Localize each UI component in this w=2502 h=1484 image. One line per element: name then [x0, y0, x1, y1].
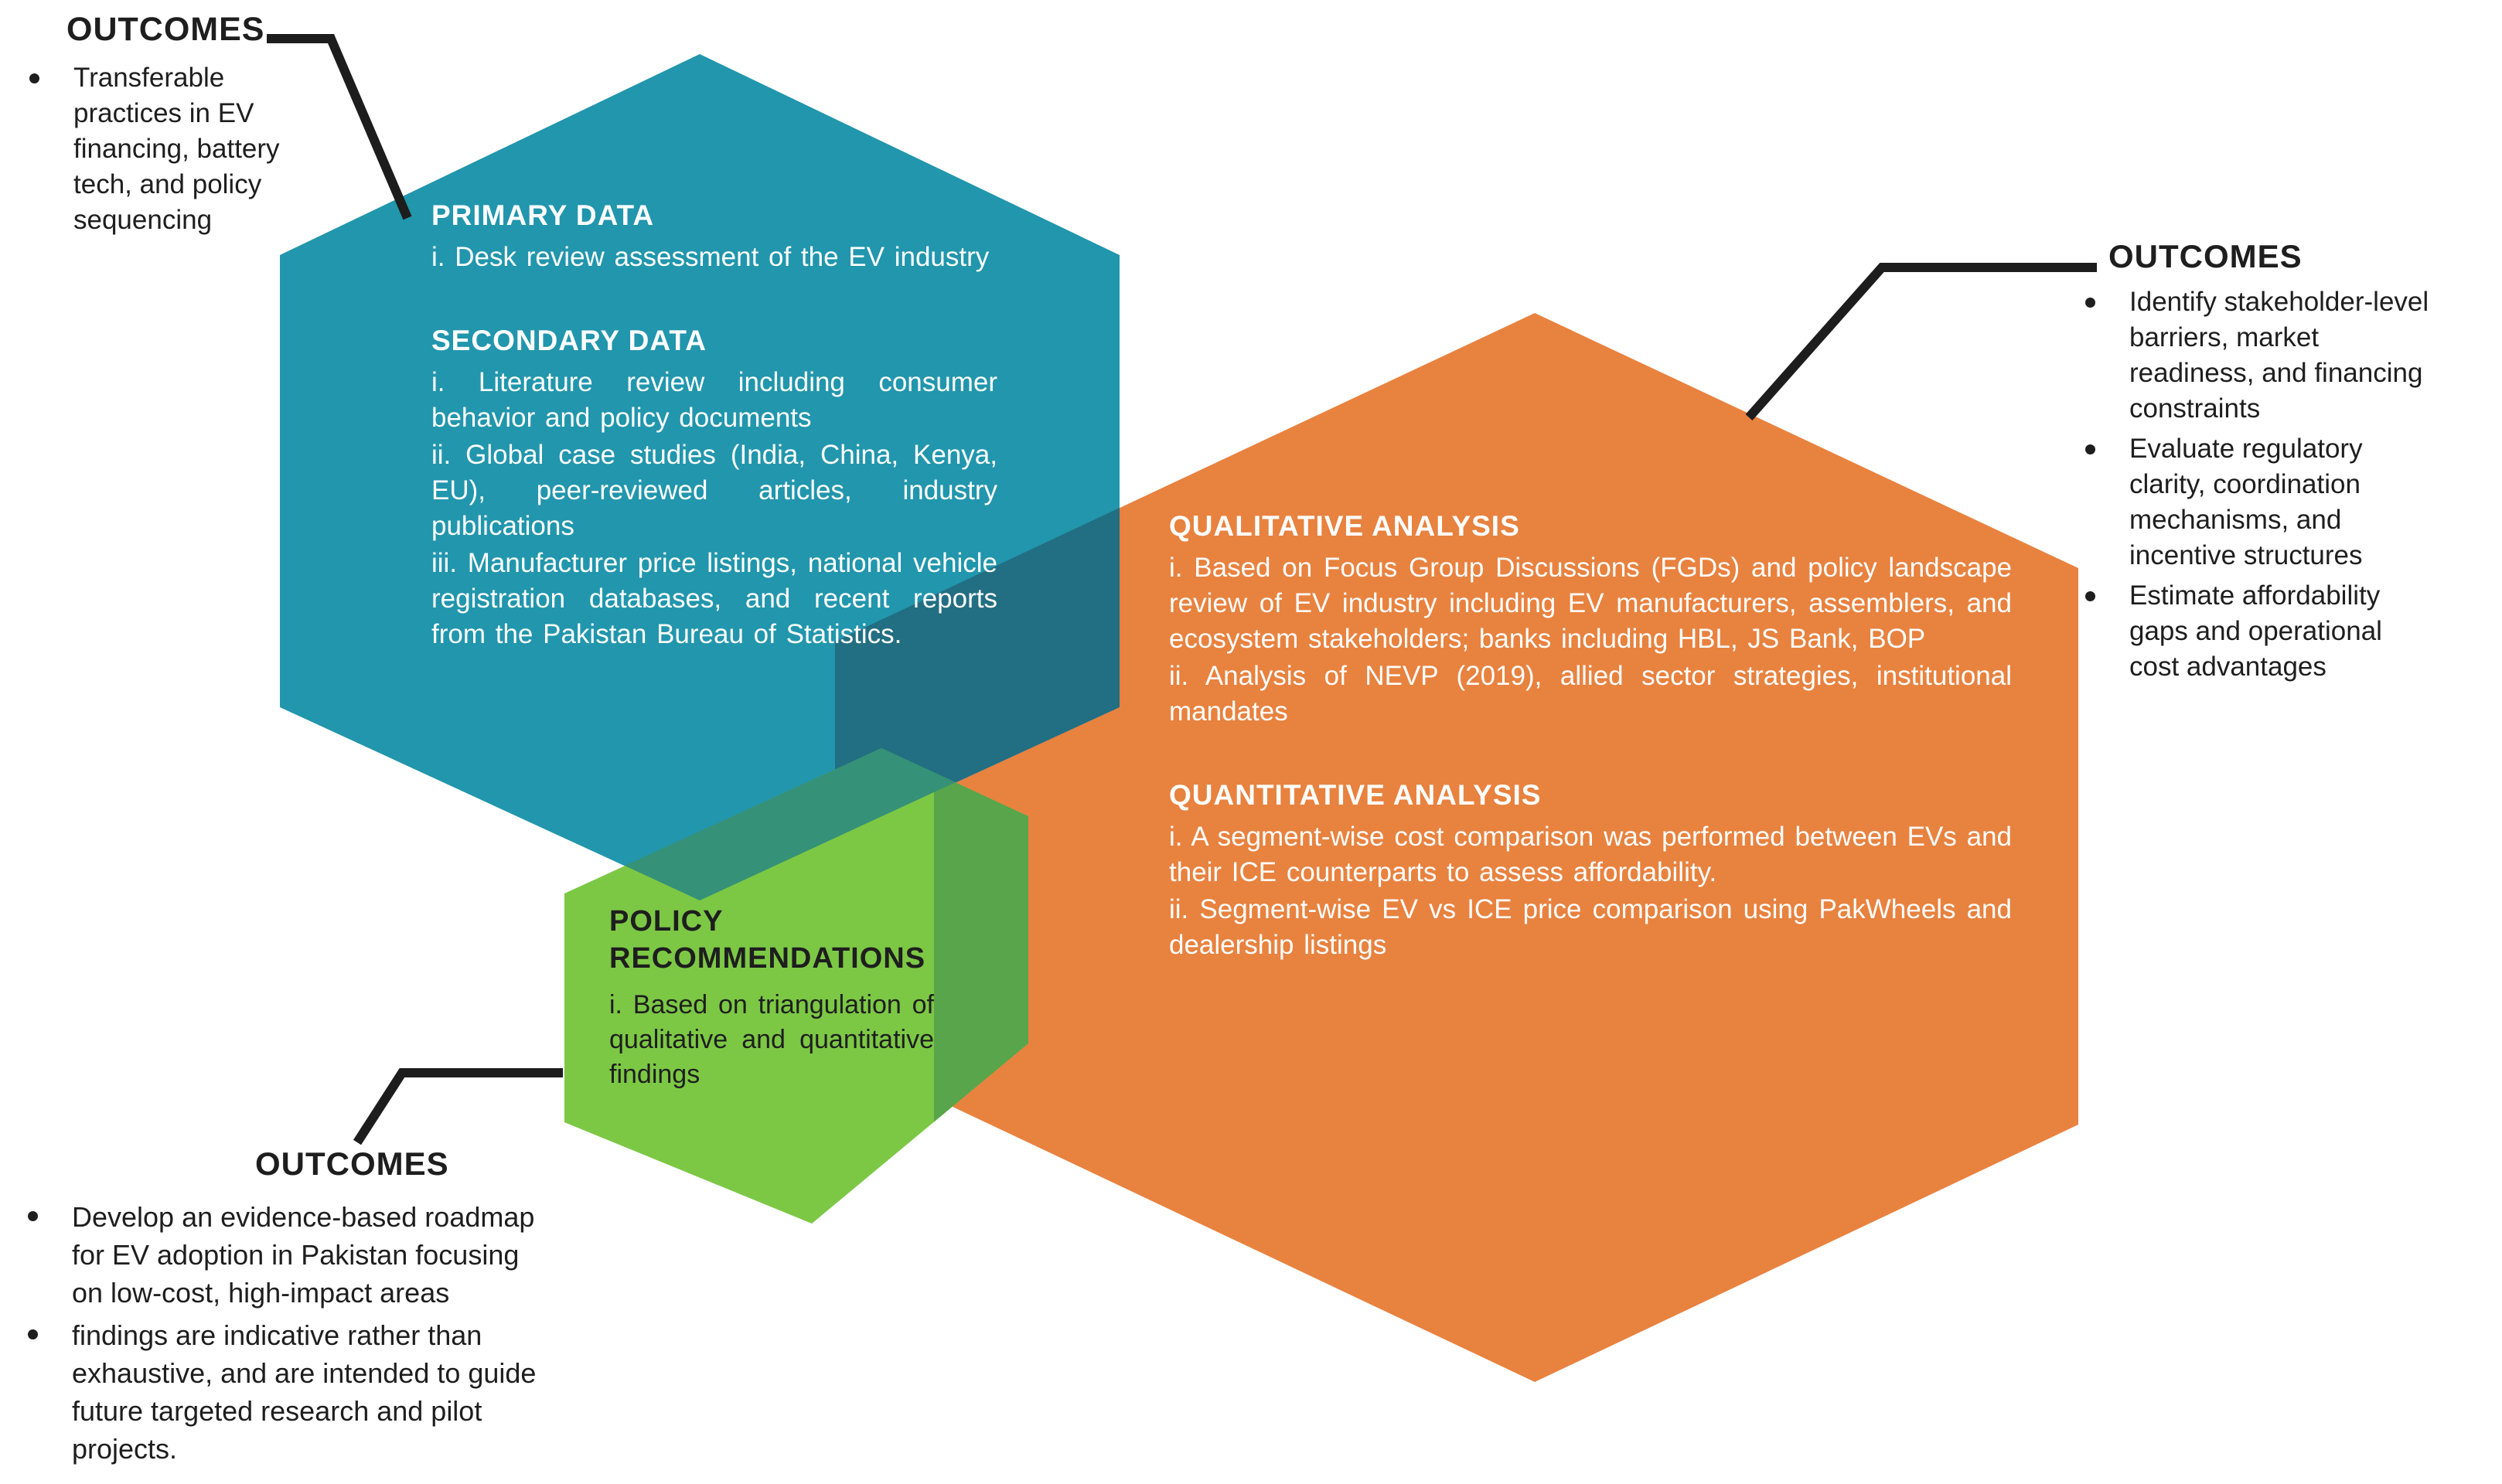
outcomes-right-title: OUTCOMES	[2108, 238, 2303, 274]
bullet-dot	[28, 1211, 38, 1221]
outcomes-right-list	[2085, 284, 2472, 685]
qualitative-item: ii. Analysis of NEVP (2019), allied sector strategies, institutional mandates	[1169, 661, 2012, 727]
primary-data-title: PRIMARY DATA	[431, 199, 655, 231]
list-item	[2085, 284, 2472, 427]
primary-data-item: i. Desk review assessment of the EV industry	[431, 242, 990, 272]
callout-line-right	[1749, 267, 2097, 417]
secondary-data-item: i. Literature review including consumer behavior and policy documents	[431, 367, 997, 433]
quantitative-title: QUANTITATIVE ANALYSIS	[1169, 779, 1542, 811]
orange-text-block	[1169, 510, 2012, 965]
outcomes-bottom-left-title: OUTCOMES	[255, 1145, 449, 1182]
secondary-data-item: ii. Global case studies (India, China, Kenya, EU), peer-reviewed articles, industry publications	[431, 440, 997, 541]
bullet-text: Estimate affordability gaps and operational cost advantages	[2129, 580, 2382, 682]
bullet-dot	[2085, 591, 2095, 601]
quantitative-section	[1169, 779, 2012, 963]
bullet-dot	[2085, 298, 2095, 308]
qualitative-item: i. Based on Focus Group Discussions (FGDs) and policy landscape review of EV industry including EV manufacturers, assemblers, and ecosystem stakeholders; banks including HBL, JS Bank, BOP	[1169, 553, 2012, 654]
bullet-text: Transferable practices in EV financing, battery tech, and policy sequencing	[73, 63, 280, 235]
secondary-data-item: iii. Manufacturer price listings, national vehicle registration databases, and recent reports from the Pakistan Bureau of Statistics.	[431, 548, 997, 649]
bullet-dot	[2085, 444, 2095, 454]
list-item	[2085, 578, 2472, 685]
policy-recommendations-title: POLICY RECOMMENDATIONS	[609, 905, 926, 975]
qualitative-title: QUALITATIVE ANALYSIS	[1169, 510, 1520, 542]
bullet-text: Evaluate regulatory clarity, coordination mechanisms, and incentive structures	[2129, 434, 2363, 570]
list-item	[2085, 431, 2472, 574]
outcomes-top-left-list	[29, 60, 323, 238]
policy-recommendations-item: i. Based on triangulation of qualitative and quantitative findings	[609, 990, 934, 1089]
secondary-data-section	[431, 325, 997, 652]
outcomes-bottom-left-title-block	[255, 1145, 449, 1183]
bullet-text: Identify stakeholder-level barriers, market readiness, and financing constraints	[2129, 287, 2429, 424]
bullet-text: findings are indicative rather than exhaustive, and are intended to guide future targeted research and pilot projects.	[72, 1319, 537, 1465]
outcomes-bottom-left-list	[28, 1198, 585, 1468]
teal-text-block	[431, 199, 997, 654]
list-item	[28, 1198, 585, 1312]
primary-data-section	[431, 199, 997, 275]
green-text-block	[609, 903, 934, 1094]
list-item	[29, 60, 323, 238]
list-item	[28, 1316, 585, 1468]
quantitative-item: i. A segment-wise cost comparison was performed between EVs and their ICE counterparts to assess affordability.	[1169, 822, 2012, 887]
outcomes-right-title-block	[2108, 238, 2303, 275]
callout-line-bottom-left	[357, 1073, 563, 1142]
bullet-dot	[28, 1329, 38, 1339]
bullet-dot	[29, 73, 39, 83]
qualitative-section	[1169, 510, 2012, 730]
bullet-text: Develop an evidence-based roadmap for EV adoption in Pakistan focusing on low-cost, high-impact areas	[72, 1201, 535, 1309]
outcomes-top-left-title: OUTCOMES	[66, 11, 265, 48]
secondary-data-title: SECONDARY DATA	[431, 325, 707, 356]
outcomes-top-left-title-block	[66, 11, 264, 49]
quantitative-item: ii. Segment-wise EV vs ICE price comparison using PakWheels and dealership listings	[1169, 894, 2012, 960]
